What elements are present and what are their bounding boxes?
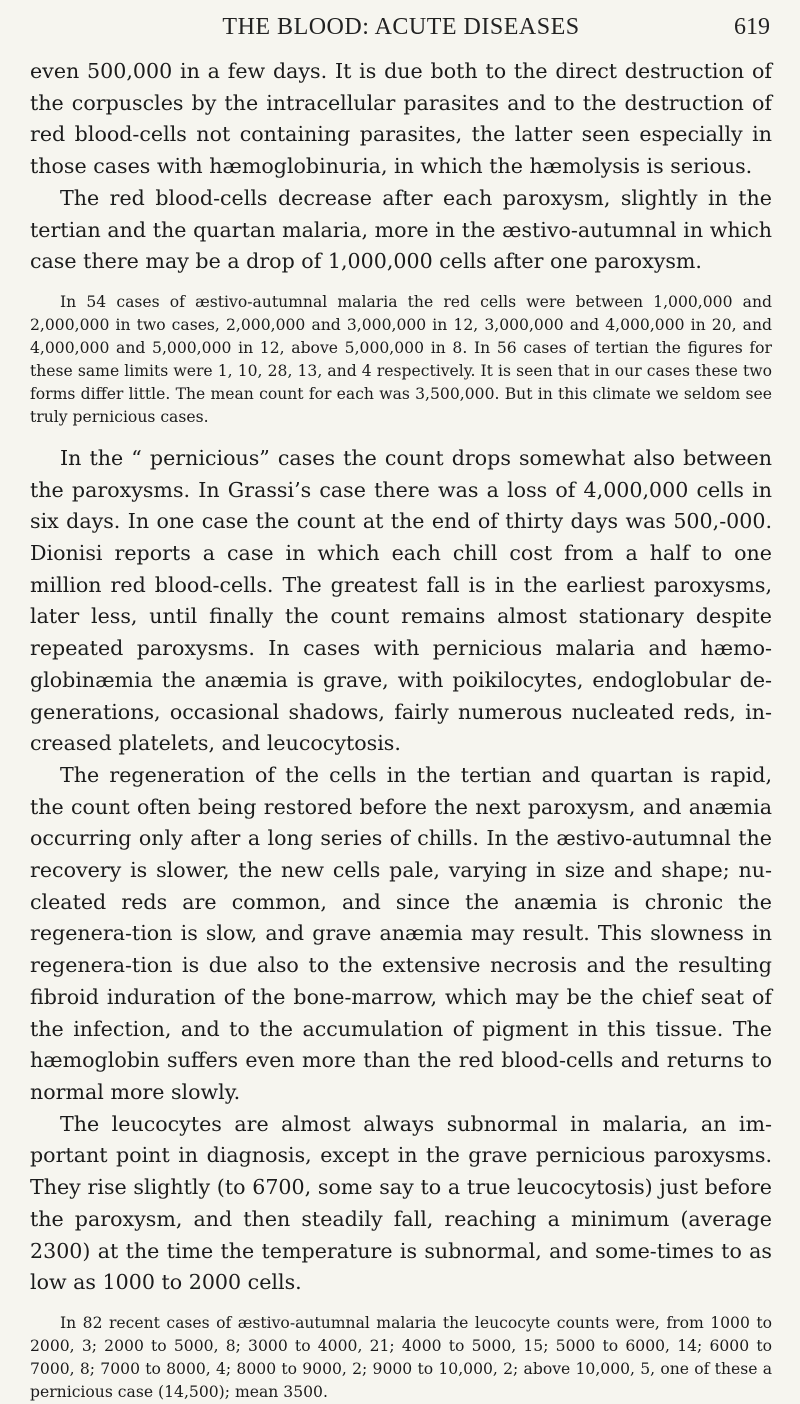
page-number: 619 (734, 14, 770, 40)
note-leucocyte-counts: In 82 recent cases of æstivo-autumnal malaria the leucocyte counts were, from 1000 to 2000, 3; 2000 to 5000, 8; 3000 to 4000, 21; 4000 to 5000, 15; 5000 to 6000, 14; 6000 to 7000, 8; 7000 to 8000, 4; 8000 to 9000, 2; 9000 to 10,000, 2; above 10,000, 5, one of these a pernicious case (14,500); mean 3500. (30, 1313, 772, 1401)
paragraph-leucocytes: The leucocytes are almost always subnormal in malaria, an im-portant point in diagnosis, except in the grave pernicious paroxysms. They rise slightly (to 6700, some say to a true leucocytosis) just before the paroxysm, and then steadily fall, reaching a minimum (average 2300) at the time the temperature is subnormal, and some-times to as low as 1000 to 2000 cells. (30, 1111, 772, 1295)
note-red-cell-counts: In 54 cases of æstivo-autumnal malaria the red cells were between 1,000,000 and 2,000,000 in two cases, 2,000,000 and 3,000,000 in 12, 3,000,000 and 4,000,000 in 20, and 4,000,000 and 5,000,000 in 12, above 5,000,000 in 8. In 56 cases of tertian the figures for these same limits were 1, 10, 28, 13, and 4 respectively. It is seen that in our cases these two forms differ little. The mean count for each was 3,500,000. But in this climate we seldom see truly pernicious cases. (30, 292, 772, 426)
paragraph-regeneration: The regeneration of the cells in the tertian and quartan is rapid, the count often being restored before the next paroxysm, and anæmia occurring only after a long series of chills. In the æstivo-autumnal the recovery is slower, the new cells pale, varying in size and shape; nu-cleated reds are common, and since the anæmia is chronic the regenera-tion is slow, and grave anæmia may result. This slowness in regenera-tion is due also to the extensive necrosis and the resulting fibroid induration of the bone-marrow, which may be the chief seat of the infection, and to the accumulation of pigment in this tissue. The hæmoglobin suffers even more than the red blood-cells and returns to normal more slowly. (30, 762, 772, 1104)
document-page (30, 12, 772, 1404)
running-head: THE BLOOD: ACUTE DISEASES (222, 14, 580, 40)
paragraph-continuation: even 500,000 in a few days. It is due both to the direct destruction of the corpuscles by the intracellular parasites and to the destruction of red blood-cells not containing parasites, the latter seen especially in those cases with hæmoglobinuria, in which the hæmolysis is serious. (30, 59, 772, 179)
page-header (30, 12, 772, 56)
paragraph-red-cells-decrease: The red blood-cells decrease after each paroxysm, slightly in the tertian and the quartan malaria, more in the æstivo-autumnal in which case there may be a drop of 1,000,000 cells after one paroxysm. (30, 185, 772, 274)
paragraph-pernicious-cases: In the “ pernicious” cases the count drops somewhat also between the paroxysms. In Grassi’s case there was a loss of 4,000,000 cells in six days. In one case the count at the end of thirty days was 500,-000. Dionisi reports a case in which each chill cost from a half to one million red blood-cells. The greatest fall is in the earliest paroxysms, later less, until finally the count remains almost stationary despite repeated paroxysms. In cases with pernicious malaria and hæmo-globinæmia the anæmia is grave, with poikilocytes, endoglobular de-generations, occasional shadows, fairly numerous nucleated reds, in-creased platelets, and leucocytosis. (30, 445, 772, 756)
